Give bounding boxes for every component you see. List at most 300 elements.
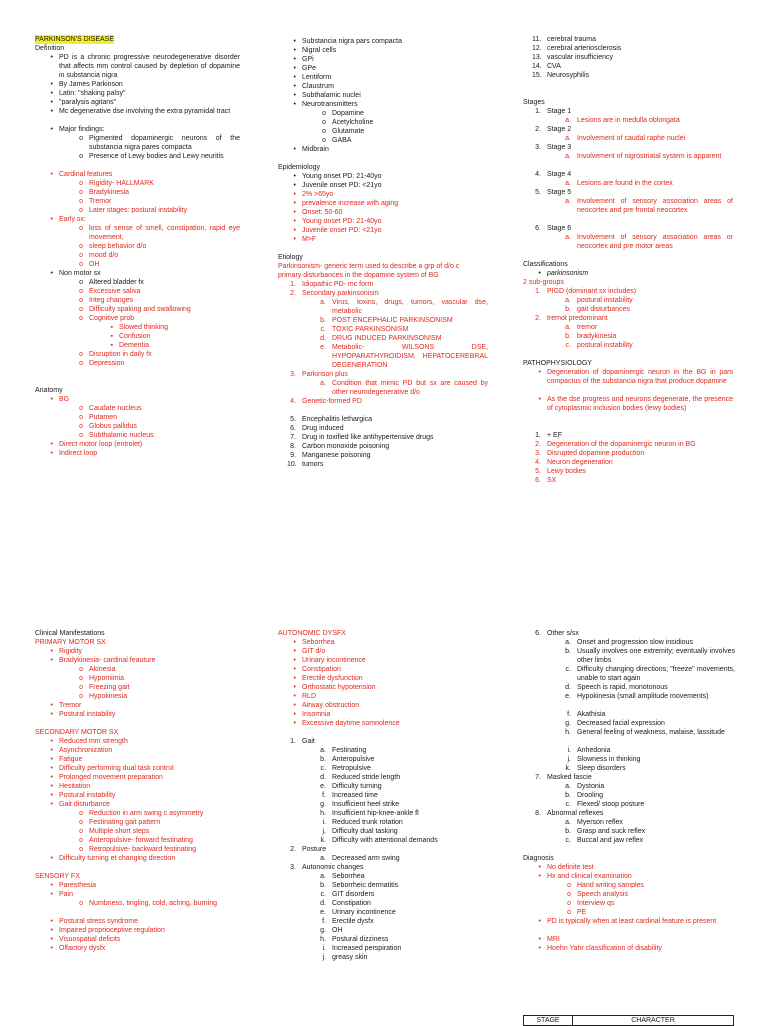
- list-marker: 6.: [290, 425, 296, 432]
- bullet-icon: •: [50, 108, 53, 115]
- line-text: Other s/sx: [547, 630, 579, 637]
- line-text: Postural dizziness: [332, 936, 389, 943]
- list-marker: e.: [320, 909, 326, 916]
- text-line: [35, 422, 240, 431]
- list-marker: a.: [565, 234, 571, 241]
- line-text: Manganese poisoning: [302, 452, 371, 459]
- list-marker: a.: [565, 198, 571, 205]
- text-line: [523, 152, 733, 170]
- text-line: [278, 791, 488, 800]
- list-marker: 3.: [290, 371, 296, 378]
- text-line: [278, 692, 488, 701]
- bullet-icon: •: [293, 101, 296, 108]
- list-marker: 2.: [290, 290, 296, 297]
- line-text: Anteropulsive- forward festinating: [89, 837, 193, 844]
- text-line: [278, 190, 488, 199]
- list-marker: g.: [565, 720, 571, 727]
- line-text: greasy skin: [332, 954, 368, 961]
- line-text: Lentiform: [302, 74, 332, 81]
- line-text: Stage 3: [547, 144, 572, 151]
- line-text: Acetylcholine: [332, 119, 374, 126]
- text-line: [523, 314, 733, 323]
- line-text: DRUG INDUCED PARKINSONISM: [332, 335, 442, 342]
- line-text: Disrupted dopamine production: [547, 450, 645, 457]
- sub-bullet-icon: o: [567, 891, 571, 898]
- text-line: [35, 926, 247, 935]
- text-line: [35, 656, 247, 665]
- text-line: [35, 305, 240, 314]
- line-text: Epidemiology: [278, 164, 321, 171]
- line-text: Postural stress syndrome: [59, 918, 138, 925]
- line-text: Degeneration of dopaminergic neuron in the BG in pars compactus of the substancia nigra that produce dopamine: [547, 369, 733, 385]
- line-text: SECONDARY MOTOR SX: [35, 729, 119, 736]
- text-line: [35, 314, 240, 323]
- text-line: [35, 242, 240, 251]
- text-line: [523, 305, 733, 314]
- line-text: Constipation: [332, 900, 371, 907]
- bullet-icon: •: [293, 173, 296, 180]
- list-marker: k.: [320, 837, 326, 844]
- text-line: [35, 386, 240, 395]
- line-text: Midbrain: [302, 146, 329, 153]
- line-text: Involvement of sensory association areas or neocortex and pre motor areas: [577, 234, 733, 250]
- blank-line: [35, 863, 247, 872]
- list-marker: c.: [565, 666, 571, 673]
- list-marker: 9.: [290, 452, 296, 459]
- line-text: Degeneration of the dopaminergic neuron in BG: [547, 441, 696, 448]
- text-line: [278, 262, 488, 271]
- bullet-icon: •: [50, 927, 53, 934]
- list-marker: c.: [320, 765, 326, 772]
- list-marker: e.: [320, 783, 326, 790]
- text-line: [523, 260, 733, 269]
- bullet-icon: •: [50, 882, 53, 889]
- line-text: postural instability: [577, 297, 633, 304]
- bullet-icon: •: [50, 657, 53, 664]
- text-line: [278, 325, 488, 334]
- bullet-icon: •: [50, 99, 53, 106]
- line-text: Flexed/ stoop posture: [577, 801, 645, 808]
- list-marker: 2.: [535, 441, 541, 448]
- text-line: [35, 404, 240, 413]
- line-text: Indirect loop: [59, 450, 98, 457]
- bullet-icon: •: [50, 783, 53, 790]
- line-text: Stage 1: [547, 108, 572, 115]
- text-line: [523, 773, 735, 782]
- text-line: [278, 379, 488, 397]
- line-text: Neuron degeneration: [547, 459, 613, 466]
- text-line: [278, 289, 488, 298]
- text-line: [523, 332, 733, 341]
- line-text: Asynchronization: [59, 747, 113, 754]
- line-text: OH: [332, 927, 343, 934]
- blank-line: [523, 350, 733, 359]
- list-marker: e.: [320, 344, 326, 351]
- bullet-icon: •: [538, 369, 541, 376]
- line-text: M>F: [302, 236, 317, 243]
- list-marker: b.: [565, 828, 571, 835]
- bullet-icon: •: [50, 711, 53, 718]
- list-marker: b.: [565, 648, 571, 655]
- text-line: [523, 116, 733, 125]
- list-marker: 2.: [290, 846, 296, 853]
- text-line: [523, 836, 735, 845]
- text-column-4: [35, 629, 247, 953]
- text-line: [278, 181, 488, 190]
- text-line: [523, 872, 735, 881]
- text-line: [35, 287, 240, 296]
- line-text: Abnormal reflexes: [547, 810, 604, 817]
- line-text: Carbon monoxide poisoning: [302, 443, 390, 450]
- bullet-icon: •: [50, 936, 53, 943]
- text-line: [523, 782, 735, 791]
- line-text: Insufficient hip-knee-ankle fl: [332, 810, 419, 817]
- text-line: [35, 341, 240, 350]
- bullet-icon: •: [293, 38, 296, 45]
- line-text: Urinary incontinence: [332, 909, 396, 916]
- line-text: Orthostatic hypotension: [302, 684, 376, 691]
- list-marker: d.: [320, 335, 326, 342]
- text-line: [278, 442, 488, 451]
- sub-bullet-icon: o: [79, 405, 83, 412]
- line-text: Retropulsive- backward festinating: [89, 846, 196, 853]
- bullet-icon: •: [50, 855, 53, 862]
- text-line: [35, 881, 247, 890]
- line-text: Rigidity: [59, 648, 82, 655]
- line-text: Early sx:: [59, 216, 86, 223]
- line-text: gait disturbances: [577, 306, 630, 313]
- list-marker: a.: [320, 299, 326, 306]
- list-marker: b.: [565, 333, 571, 340]
- text-line: [523, 395, 733, 422]
- sub-bullet-icon: o: [79, 828, 83, 835]
- line-text: GIT disorders: [332, 891, 375, 898]
- list-marker: i.: [567, 747, 571, 754]
- line-text: BG: [59, 396, 70, 403]
- list-marker: 5.: [290, 416, 296, 423]
- text-line: [278, 710, 488, 719]
- bullet-icon: •: [293, 56, 296, 63]
- line-text: Olfactory dysfx: [59, 945, 106, 952]
- text-line: [278, 271, 488, 280]
- line-text: tremor: [577, 324, 598, 331]
- line-text: Excessive daytime somnolence: [302, 720, 400, 727]
- bullet-icon: •: [50, 450, 53, 457]
- text-line: [278, 370, 488, 379]
- text-line: [523, 368, 733, 395]
- line-text: Lewy bodies: [547, 468, 586, 475]
- line-text: Integ changes: [89, 297, 133, 304]
- line-text: Bradykinesia- cardinal feauture: [59, 657, 156, 664]
- bullet-icon: •: [293, 720, 296, 727]
- text-line: [278, 208, 488, 217]
- line-text: Parkinson plus: [302, 371, 348, 378]
- line-text: Idiopathic PD- mc form: [302, 281, 374, 288]
- bullet-icon: •: [538, 945, 541, 952]
- line-text: Insomnia: [302, 711, 331, 718]
- line-text: Slowness in thinking: [577, 756, 641, 763]
- sub-bullet-icon: o: [79, 423, 83, 430]
- line-text: Hx and clinical examination: [547, 873, 632, 880]
- list-marker: a.: [565, 117, 571, 124]
- text-line: [523, 71, 733, 80]
- text-line: [35, 647, 247, 656]
- text-line: [523, 764, 735, 773]
- line-text: Slowed thinking: [119, 324, 169, 331]
- line-text: Hesitation: [59, 783, 91, 790]
- line-text: Excessive saliva: [89, 288, 141, 295]
- sub-bullet-icon: o: [79, 360, 83, 367]
- text-line: [35, 791, 247, 800]
- line-text: Airway obstruction: [302, 702, 360, 709]
- sub-bullet-icon: o: [322, 137, 326, 144]
- bullet-icon: •: [293, 146, 296, 153]
- line-text: As the dse progress and neurons degenerate, the presence of cytoplasmic inclusion bodies (lewy bodies): [547, 396, 733, 412]
- sub-bullet-icon: o: [79, 189, 83, 196]
- line-text: parkinsonism: [547, 270, 589, 277]
- text-line: [35, 197, 240, 206]
- line-text: Reduced mm strength: [59, 738, 128, 745]
- list-marker: 3.: [535, 450, 541, 457]
- line-text: Lesions are in medulla oblongata: [577, 117, 680, 124]
- line-text: tumors: [302, 461, 324, 468]
- text-line: [278, 809, 488, 818]
- text-line: [523, 800, 735, 809]
- list-marker: 10.: [287, 461, 297, 468]
- text-line: [278, 451, 488, 460]
- text-line: [35, 269, 240, 278]
- text-line: [278, 719, 488, 728]
- sub-bullet-icon: o: [79, 306, 83, 313]
- line-text: Difficulty performing dual task control: [59, 765, 174, 772]
- list-marker: 6.: [535, 477, 541, 484]
- line-text: SX: [547, 477, 557, 484]
- line-text: Masked fascie: [547, 774, 592, 781]
- sub-bullet-icon: o: [567, 882, 571, 889]
- line-text: Glutamate: [332, 128, 365, 135]
- line-text: PATHOPHYSIOLOGY: [523, 360, 592, 367]
- line-text: Major findings:: [59, 126, 105, 133]
- table-header-character: CHARACTER: [573, 1016, 734, 1026]
- bullet-icon: •: [293, 182, 296, 189]
- text-line: [35, 872, 247, 881]
- bullet-icon: •: [50, 702, 53, 709]
- line-text: By James Parkinson: [59, 81, 123, 88]
- text-line: [523, 917, 735, 935]
- line-text: Rigidity- HALLMARK: [89, 180, 154, 187]
- list-marker: a.: [320, 873, 326, 880]
- line-text: Putamen: [89, 414, 118, 421]
- line-text: Globus pallidus: [89, 423, 137, 430]
- text-line: [35, 215, 240, 224]
- line-text: Encephalitis lethargica: [302, 416, 373, 423]
- blank-line: [523, 89, 733, 98]
- text-line: [523, 710, 735, 719]
- bullet-icon: •: [50, 396, 53, 403]
- line-text: Involvement of nigrostriatal system is apparent: [577, 153, 722, 160]
- sub-bullet-icon: o: [79, 288, 83, 295]
- line-text: Erectile dysfx: [332, 918, 374, 925]
- sub-bullet-icon: o: [322, 119, 326, 126]
- line-text: "paralysis agitans": [59, 99, 117, 106]
- line-text: Lesions are found in the cortex: [577, 180, 673, 187]
- line-text: TOXIC PARKINSONISM: [332, 326, 409, 333]
- line-text: Difficulty dual tasking: [332, 828, 398, 835]
- bullet-icon: •: [538, 864, 541, 871]
- text-line: [35, 206, 240, 215]
- text-line: [35, 737, 247, 746]
- text-line: [523, 143, 733, 152]
- list-marker: 7.: [290, 434, 296, 441]
- list-marker: a.: [320, 855, 326, 862]
- sub-bullet-icon: o: [79, 252, 83, 259]
- text-line: [35, 332, 240, 341]
- list-marker: 4.: [535, 171, 541, 178]
- line-text: PD is a chronic progressive neurodegenerative disorder that affects mm control caused by depletion of dopamine in substancia nigra: [59, 54, 240, 79]
- list-marker: 14.: [532, 63, 542, 70]
- line-text: GPi: [302, 56, 314, 63]
- text-line: [35, 638, 247, 647]
- blank-line: [523, 80, 733, 89]
- list-marker: h.: [565, 729, 571, 736]
- line-text: Akathisia: [577, 711, 606, 718]
- text-line: [523, 746, 735, 755]
- line-text: Mc degenerative dse involving the extra pyramidal tract: [59, 108, 231, 115]
- text-line: [523, 458, 733, 467]
- text-line: [278, 109, 488, 118]
- text-line: [35, 800, 247, 809]
- line-text: AUTONOMIC DYSFX: [278, 630, 346, 637]
- square-bullet-icon: ▪: [110, 333, 113, 340]
- line-text: Interview qs: [577, 900, 615, 907]
- text-line: [278, 755, 488, 764]
- list-marker: a.: [565, 639, 571, 646]
- text-line: [523, 323, 733, 332]
- bullet-icon: •: [293, 702, 296, 709]
- list-marker: 11.: [532, 36, 542, 43]
- bullet-icon: •: [293, 227, 296, 234]
- line-text: Non motor sx: [59, 270, 101, 277]
- line-text: Parkinsonism- generic term used to describe a grp of d/o c: [278, 263, 460, 270]
- blank-line: [35, 377, 240, 386]
- list-marker: b.: [565, 792, 571, 799]
- text-line: [523, 683, 735, 692]
- line-text: mood d/o: [89, 252, 119, 259]
- text-line: [278, 953, 488, 962]
- line-text: Altered bladder fx: [89, 279, 144, 286]
- list-marker: 1.: [290, 281, 296, 288]
- line-text: Etiology: [278, 254, 303, 261]
- text-column-2: [278, 37, 488, 469]
- text-line: [523, 944, 735, 953]
- text-line: [35, 134, 240, 152]
- line-text: Hypokinesia: [89, 693, 128, 700]
- bullet-icon: •: [538, 936, 541, 943]
- text-line: [523, 287, 733, 296]
- list-marker: 4.: [290, 398, 296, 405]
- text-line: [35, 80, 240, 89]
- line-text: postural instability: [577, 342, 633, 349]
- bullet-icon: •: [538, 873, 541, 880]
- sub-bullet-icon: o: [79, 243, 83, 250]
- text-column-1: [35, 35, 240, 458]
- text-line: [523, 269, 733, 278]
- text-line: [35, 440, 240, 449]
- line-text: cerebral arteriosclerosis: [547, 45, 622, 52]
- text-line: [523, 467, 733, 476]
- list-marker: f.: [567, 711, 571, 718]
- text-line: [35, 53, 240, 80]
- line-text: Dementia: [119, 342, 149, 349]
- bullet-icon: •: [50, 801, 53, 808]
- text-line: [278, 235, 488, 244]
- bullet-icon: •: [50, 747, 53, 754]
- list-marker: 7.: [535, 774, 541, 781]
- list-marker: h.: [320, 936, 326, 943]
- line-text: Insufficient heel strike: [332, 801, 400, 808]
- line-text: Retropulsive: [332, 765, 371, 772]
- line-text: Disruption in daily fx: [89, 351, 152, 358]
- line-text: Freezing gait: [89, 684, 130, 691]
- blank-line: [35, 719, 247, 728]
- text-line: [35, 845, 247, 854]
- text-line: [35, 827, 247, 836]
- line-text: PE: [577, 909, 587, 916]
- text-line: [278, 800, 488, 809]
- list-marker: 12.: [532, 45, 542, 52]
- text-line: [278, 629, 488, 638]
- table-header-stage: STAGE: [524, 1016, 573, 1026]
- line-text: Neurosyphilis: [547, 72, 590, 79]
- text-line: [35, 170, 240, 179]
- line-text: Pigmented dopaminergic neurons of the substancia nigra pares compacta: [89, 135, 240, 151]
- line-text: 2 sub-groups: [523, 279, 564, 286]
- text-line: [278, 82, 488, 91]
- text-line: [278, 397, 488, 406]
- text-line: [35, 917, 247, 926]
- text-line: [278, 55, 488, 64]
- text-line: [278, 118, 488, 127]
- list-marker: a.: [565, 297, 571, 304]
- text-line: [278, 890, 488, 899]
- line-text: Difficulty spaking and swallowing: [89, 306, 191, 313]
- text-line: [523, 692, 735, 710]
- line-text: Caudate nucleus: [89, 405, 142, 412]
- text-line: [278, 674, 488, 683]
- text-line: [35, 890, 247, 899]
- line-text: CVA: [547, 63, 561, 70]
- line-text: + EF: [547, 432, 562, 439]
- blank-line: [278, 406, 488, 415]
- bullet-icon: •: [293, 209, 296, 216]
- line-text: PARKINSON'S DISEASE: [35, 36, 115, 43]
- bullet-icon: •: [50, 81, 53, 88]
- text-line: [278, 46, 488, 55]
- text-line: [278, 746, 488, 755]
- line-text: Hypomimia: [89, 675, 125, 682]
- text-line: [35, 836, 247, 845]
- blank-line: [523, 422, 733, 431]
- line-text: OH: [89, 261, 100, 268]
- text-line: [278, 316, 488, 325]
- text-line: [278, 217, 488, 226]
- line-text: Nigral cells: [302, 47, 337, 54]
- text-line: [35, 764, 247, 773]
- text-line: [278, 424, 488, 433]
- square-bullet-icon: ▪: [110, 324, 113, 331]
- text-line: [278, 665, 488, 674]
- list-marker: 2.: [535, 315, 541, 322]
